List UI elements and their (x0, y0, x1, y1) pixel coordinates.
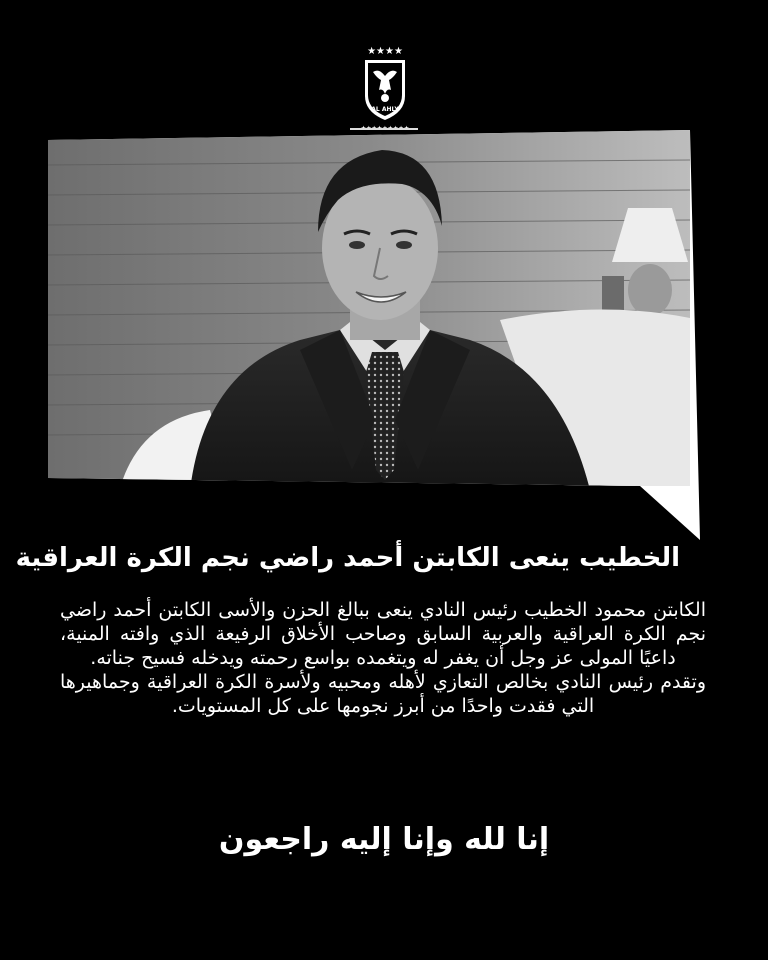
closing-phrase: إنا لله وإنا إليه راجعون (218, 822, 550, 857)
body-paragraph-2: وتقدم رئيس النادي بخالص التعازي لأهله ومحبيه ولأسرة الكرة العراقية وجماهيرها التي فقدت واحدًا من أبرز نجومها على كل المستويات. (60, 671, 706, 717)
svg-text:★★★★: ★★★★ (367, 46, 403, 57)
headline: الخطيب ينعى الكابتن أحمد راضي نجم الكرة العراقية (15, 543, 680, 573)
body-paragraph-1: الكابتن محمود الخطيب رئيس النادي ينعى ببالغ الحزن والأسى الكابتن أحمد راضي نجم الكرة العراقية والعربية السابق وصاحب الأخلاق الرفيعة الذي وافته المنية، داعيًا المولى عز وجل أن يغفر له ويتغمده بواسع رحمته ويدخله فسيح جناته. (60, 599, 706, 669)
body-text (60, 598, 706, 718)
crest-graphic (343, 38, 427, 138)
crest-stars-top (367, 46, 403, 57)
photo-content (48, 130, 690, 490)
club-crest-icon (343, 38, 427, 138)
crest-divider (350, 128, 418, 130)
photo-frame-border (48, 130, 700, 540)
crest-text: AL AHLY (371, 106, 399, 113)
